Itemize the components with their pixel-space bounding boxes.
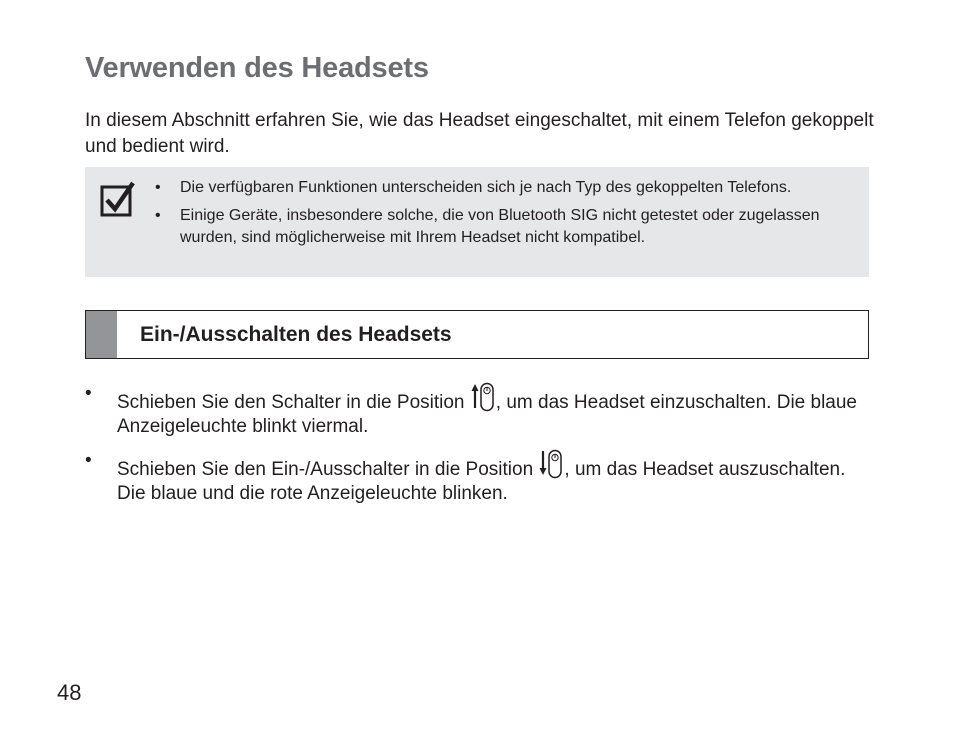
note-item-text: Die verfügbaren Funktionen unterscheiden sich je nach Typ des gekoppelten Telefons. [180,179,792,196]
checkbox-check-icon [100,181,136,217]
note-item [155,205,855,249]
page-title: Verwenden des Headsets [85,52,429,84]
intro-paragraph: In diesem Abschnitt erfahren Sie, wie das Headset eingeschaltet, mit einem Telefon gekoppelt und bedient wird. [85,110,874,157]
section-header [85,310,869,359]
bullet: • [85,450,92,471]
note-item-text: Einige Geräte, insbesondere solche, die von Bluetooth SIG nicht getestet oder zugelassen wurden, sind möglicherweise mit Ihrem Headset nicht kompatibel. [180,207,820,246]
page-number: 48 [57,680,82,705]
step-item [85,382,865,439]
steps-list [85,382,865,516]
switch-on-icon [471,382,495,412]
step-text-after: , um das Headset einzuschalten. Die blaue Anzeigeleuchte blinkt viermal. [117,392,857,437]
note-box [85,167,869,277]
section-marker [86,311,117,358]
step-text-before: Schieben Sie den Ein-/Ausschalter in die Position [117,459,539,480]
section-heading: Ein-/Ausschalten des Headsets [140,323,452,346]
step-text-after: , um das Headset auszuschalten. Die blaue und die rote Anzeigeleuchte blinken. [117,459,846,504]
note-list [155,177,855,255]
bullet: • [155,207,161,224]
bullet: • [85,383,92,404]
bullet: • [155,179,161,196]
switch-off-icon [539,449,563,479]
step-text-before: Schieben Sie den Schalter in die Position [117,392,470,413]
step-item [85,449,865,506]
note-item [155,177,855,199]
